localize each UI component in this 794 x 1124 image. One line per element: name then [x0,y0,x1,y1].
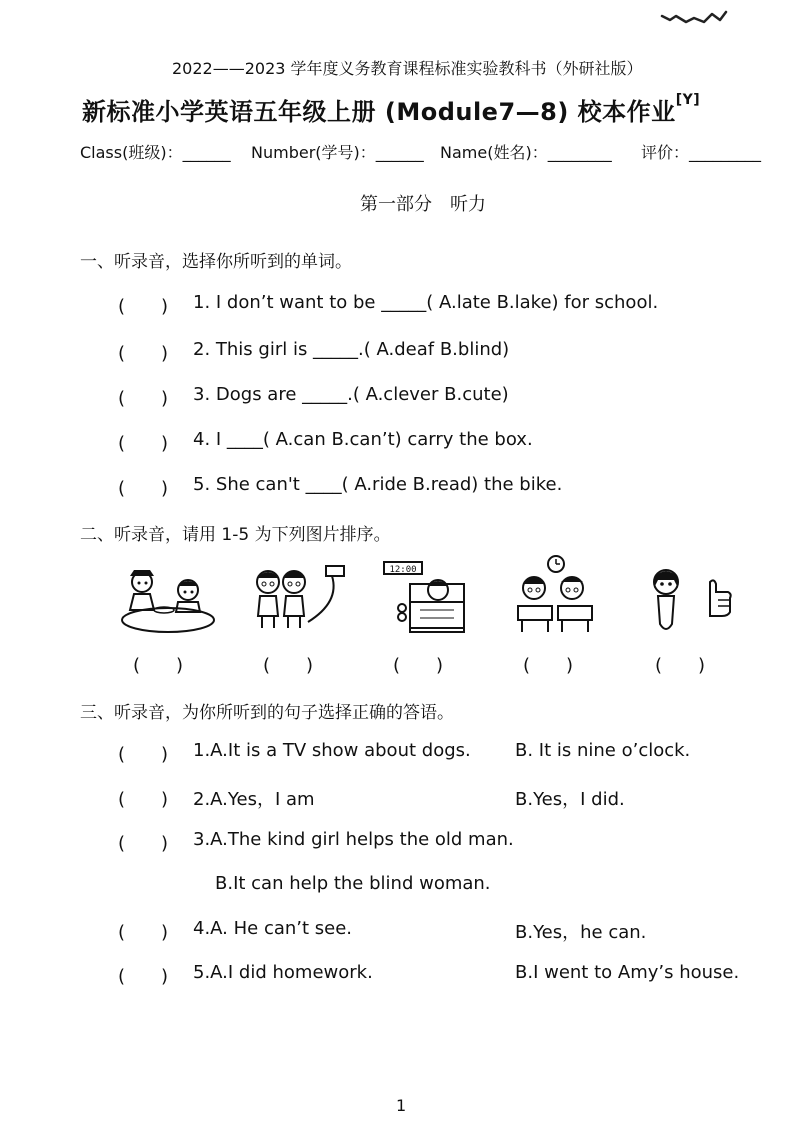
answer-blank[interactable]: ( ) [118,922,169,943]
part-heading: 第一部分 听力 [360,194,486,215]
option-b: B.I went to Amy’s house. [515,962,740,983]
question-text: 3. Dogs are _____.( A.clever B.cute) [193,384,509,405]
option-b: B.Yes，I did. [515,789,625,810]
answer-blank[interactable]: ( ) [118,478,169,499]
option-a: 2.A.Yes，I am [193,789,315,810]
subtitle: 2022——2023 学年度义务教育课程标准实验教科书（外研社版） [172,59,643,78]
answer-blank[interactable]: ( ) [118,388,169,409]
section2-heading: 二、听录音，请用 1-5 为下列图片排序。 [80,525,391,545]
class-field[interactable]: Class(班级)：______ [80,143,231,162]
option-a: 4.A. He can’t see. [193,918,353,939]
question-text: 1. I don’t want to be _____( A.late B.lake) for school. [193,292,659,313]
section1-heading: 一、听录音，选择你所听到的单词。 [80,252,352,272]
section3-heading: 三、听录音，为你所听到的句子选择正确的答语。 [80,703,454,723]
answer-blank[interactable]: ( ) [118,744,169,765]
answer-blank[interactable]: ( ) [118,966,169,987]
option-a: 5.A.I did homework. [193,962,373,983]
answer-blank[interactable]: ( ) [118,789,169,810]
answer-blank[interactable]: ( ) [118,343,169,364]
picture-people-at-table [120,562,220,638]
clock-text: 12:00 [389,565,417,575]
option-a: 3.A.The kind girl helps the old man. [193,829,514,850]
answer-blank[interactable]: ( ) [118,296,169,317]
question-text: 4. I ____( A.can B.can’t) carry the box. [193,429,533,450]
page-title [82,92,700,127]
picture-order-blank[interactable]: ( ) [263,655,314,676]
picture-kids-watching-tv [248,562,348,638]
name-field[interactable]: Name(姓名)：________ [440,143,612,162]
evaluation-field[interactable]: 评价：_________ [641,143,762,162]
option-b: B.Yes，he can. [515,922,647,943]
question-text: 2. This girl is _____.( A.deaf B.blind) [193,339,510,360]
number-field[interactable]: Number(学号)：______ [251,143,424,162]
picture-order-blank[interactable]: ( ) [393,655,444,676]
picture-child-in-bed [382,560,472,638]
answer-blank[interactable]: ( ) [118,833,169,854]
option-a: 1.A.It is a TV show about dogs. [193,740,471,761]
title-tag: [Y] [675,92,701,108]
logo-mark [660,10,730,30]
page-number: 1 [396,1096,407,1115]
picture-order-blank[interactable]: ( ) [523,655,574,676]
answer-blank[interactable]: ( ) [118,433,169,454]
title-text: 新标准小学英语五年级上册 (Module7—8) 校本作业 [82,98,676,126]
option-b: B.It can help the blind woman. [215,873,491,894]
picture-children-at-desks [512,554,604,636]
option-b: B. It is nine o’clock. [515,740,691,761]
picture-order-blank[interactable]: ( ) [655,655,706,676]
question-text: 5. She can't ____( A.ride B.read) the bike. [193,474,563,495]
picture-order-blank[interactable]: ( ) [133,655,184,676]
picture-girl-thumbs-up [644,562,736,640]
